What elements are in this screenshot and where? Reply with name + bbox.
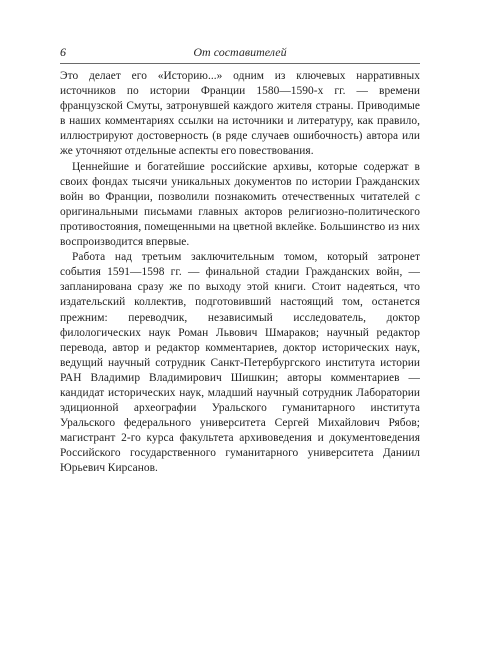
paragraph-3: Работа над третьим заключительным томом, который затронет события 1591—1598 гг. — финальной стадии Гражданских войн, — запланирована сразу же по выходу этой книги. Стоит надеяться, что издательский коллектив, подготовивший настоящий том, останется прежним: переводчик, независимый исследователь, доктор филологических наук Роман Львович Шмараков; научный редактор перевода, автор и редактор комментариев, доктор исторических наук, ведущий научный сотрудник Санкт-Петербургского института истории РАН Владимир Владимирович Шишкин; авторы комментариев — кандидат исторических наук, младший научный сотрудник Лаборатории эдиционной археографии Уральского гуманитарного института Уральского федерального университета Сергей Михайлович Рябов; магистрант 2-го курса факультета архивоведения и документоведения Российского государственного гуманитарного университета Даниил Юрьевич Кирсанов. xyxy=(60,251,420,475)
header-rule xyxy=(60,63,420,64)
paragraph-2: Ценнейшие и богатейшие российские архивы, которые содержат в своих фондах тысячи уникальных документов по истории Гражданских войн во Франции, позволили познакомить отечественных читателей с оригинальными письмами главных акторов религиозно-политического противостояния, помещенными на цветной вклейке. Большинство из них воспроизводится впервые. xyxy=(60,160,420,249)
page-number: 6 xyxy=(60,45,66,59)
running-title: От составителей xyxy=(193,45,287,59)
paragraph-1: Это делает его «Историю...» одним из ключевых нарративных источников по истории Франции 1580—1590-х гг. — времени французской Смуты, затронувшей каждого жителя страны. Приводимые в наших комментариях ссылки на источники и литературу, как правило, иллюстрируют достоверность (в ряде случаев ошибочность) автора или же уточняют отдельные аспекты его повествования. xyxy=(60,70,420,158)
body-text xyxy=(60,69,420,477)
page-header xyxy=(60,44,420,62)
